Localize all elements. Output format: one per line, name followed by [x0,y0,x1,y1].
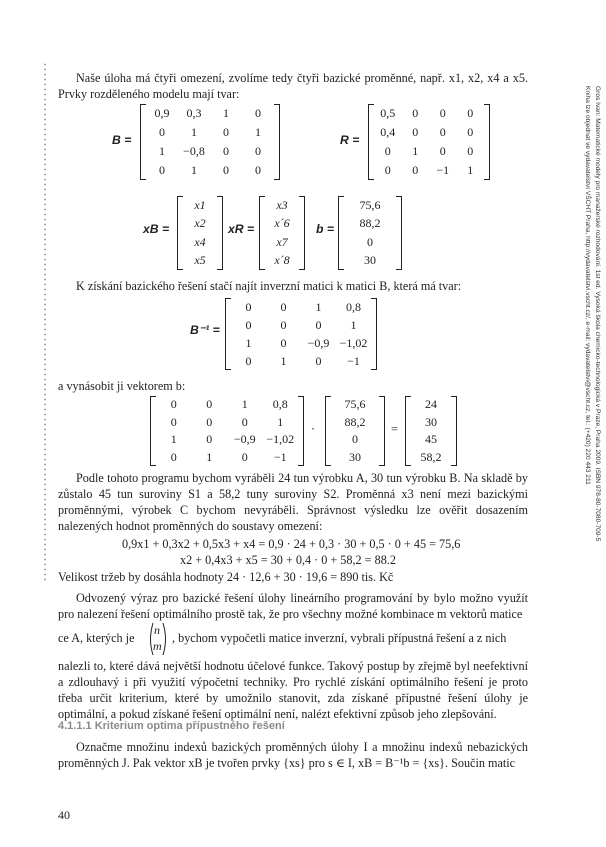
matrix-cell: x3 [276,197,288,212]
paragraph-procedure: nalezli to, které dává největší hodnotu účelové funkce. Takový postup by zřejmě byl neefektivní a zdlouhavý i při využití výpočetní techniky. Pro rychlé získání optimálního řešení je proto třeba určit kriterium, které by umožnilo stanovit, zda získané přípustné řešení úlohy je optimální, a pokud získané řešení optimální není, nalézt efektivní způsob jeho zlepšování. [58,659,528,721]
matrix-R [368,104,490,180]
matrix-cell: 0 [206,414,213,429]
matrix-cell: −1,02 [266,432,295,447]
matrix-cell: 1 [206,449,213,464]
matrix-cell: 0 [223,125,229,139]
matrix-cell: 1 [223,106,229,120]
matrix-cell: 0,5 [380,106,396,120]
side-citation-line-2: Kniha lze objednat ve vydavatelství VŠCHT Praha, http://vydavatelstvi.vscht.cz/, e-mail: vydavatelstvi@vscht.cz, tel.: (+420) 220 443 211 [584,86,591,485]
side-citation-line-1: Gros Ivan: Matematické modely pro manažerské rozhodování. 1st ed. Vysoká škola chemicko-technologická v Praze, Praha 2009. ISBN 978-80-7080-709-5 [594,86,601,542]
matrix-cell: x5 [194,253,206,268]
matrix-cell: 1 [241,397,248,412]
vector-b [338,196,402,270]
bracket-right [396,196,402,270]
matrix-cell: 0 [245,317,252,332]
matrix-cell: 0 [412,125,419,139]
matrix-cell: 0 [241,449,248,464]
matrix-cell: 75,6 [359,197,381,212]
matrix-cell: 58,2 [420,449,442,464]
matrix-cell: 0 [467,125,474,139]
matrix-cell: 30 [364,253,376,268]
multiply-dot: · [311,422,316,436]
matrix-cell: 1 [412,144,419,158]
binom-top: n [154,623,160,637]
binomial-coefficient [148,622,168,656]
matrix-cell: 88,2 [359,216,381,231]
matrix-cell: 1 [315,299,322,314]
matrix-cell: 0 [439,125,446,139]
matrix-cell: 45 [425,432,437,447]
paragraph-optimum: Odvozený výraz pro bazické řešení úlohy lineárního programování by bylo možno využít pro nalezení řešení optimálního prostě tak, že pro všechny možné kombinace m vektorů matice [58,591,528,621]
matrix-cell: −1 [273,449,287,464]
matrix-cell: 0 [206,432,213,447]
bracket-right [298,396,304,466]
label-b: b = [316,222,334,236]
matrix-cell: 0 [352,432,358,447]
matrix-cell: −0,9 [233,432,256,447]
matrix-cell: 0 [223,144,229,158]
matrix-cell: 75,6 [344,397,366,412]
matrix-B [140,104,280,180]
matrix-cell: 0 [255,163,261,177]
label-B: B = [112,133,132,147]
matrix-cell: 1 [467,163,474,177]
paragraph-revenue: Velikost tržeb by dosáhla hodnoty 24 · 12,6 + 30 · 19,6 = 890 tis. Kč [58,570,394,584]
paragraph-intro: Naše úloha má čtyři omezení, zvolíme tedy čtyři bazické proměnné, např. x1, x2, x4 a x5. Prvky rozděleného modelu mají tvar: [58,71,528,101]
matrix-cell: 0 [367,234,373,249]
equation-check-1: 0,9x1 + 0,3x2 + 0,5x3 + x4 = 0,9 · 24 + 0,3 · 30 + 0,5 · 0 + 45 = 75,6 [122,537,461,551]
equals-sign: = [391,422,398,436]
matrix-Binv-product [150,396,304,466]
matrix-cell: 0 [245,353,252,368]
matrix-cell: 0 [467,106,474,120]
matrix-cell: 0 [384,144,391,158]
bracket-right [451,396,457,466]
matrix-cell: 30 [349,449,361,464]
matrix-cell: 0 [170,414,177,429]
page-number: 40 [58,808,70,822]
paragraph-multiply: a vynásobit ji vektorem b: [58,379,186,393]
matrix-cell: 1 [191,163,197,177]
text-binom-pre: ce A, kterých je [58,631,135,645]
bracket-right [299,196,305,270]
matrix-cell: 1 [245,335,252,350]
paragraph-criterion: Označme množinu indexů bazických proměnných úlohy I a množinu indexů nebazických proměnných J. Pak vektor xB je tvořen prvky {xs} pro s ∈ I, xB = B⁻¹b = {xs}. Součin matic [58,740,528,770]
matrix-cell: 0 [412,163,419,177]
label-xB: xB = [143,222,170,236]
matrix-cell: 0 [412,106,419,120]
matrix-cell: −1 [347,353,360,368]
matrix-cell: x4 [194,234,206,249]
side-citation [566,86,606,576]
matrix-cell: x´8 [274,253,290,268]
section-heading: 4.1.1.1 Kriterium optima přípustného řešení [58,720,285,732]
matrix-cell: 0 [439,106,446,120]
matrix-cell: 1 [350,317,357,332]
matrix-cell: 0 [467,144,474,158]
bracket-right [484,104,490,180]
matrix-cell: x1 [194,197,206,212]
equation-check-2: x2 + 0,4x3 + x5 = 30 + 0,4 · 0 + 58,2 = 88.2 [180,553,396,567]
matrix-cell: 0 [206,397,213,412]
bracket-right [274,104,280,180]
matrix-cell: 0 [439,144,446,158]
matrix-cell: 0 [315,317,322,332]
matrix-cell: x´6 [274,216,290,231]
matrix-cell: 0 [280,299,287,314]
matrix-cell: 1 [277,414,284,429]
vector-result [405,396,457,466]
matrix-cell: 0 [159,163,165,177]
matrix-cell: 0,8 [346,299,361,314]
matrix-cell: 0,3 [186,106,202,120]
paragraph-interpretation: Podle tohoto programu bychom vyráběli 24 tun výrobku A, 30 tun výrobku B. Na skladě by zůstalo 45 tun suroviny S1 a 58,2 tuny suroviny S2. Proměnná x3 není mezi bazickými proměnnými, výrobek C bychom nevyráběli. Správnost výsledku lze ověřit dosazením nalezených hodnot proměnných do soustavy omezení: [58,471,528,533]
bracket-right [217,196,223,270]
matrix-cell: 0 [223,163,229,177]
matrix-cell: 0 [170,397,177,412]
matrix-cell: 0 [315,353,322,368]
matrix-cell: 1 [280,353,287,368]
bracket-right [371,298,377,370]
matrix-cell: −0,8 [183,144,205,158]
matrix-cell: 88,2 [344,414,366,429]
matrix-cell: −1 [436,163,450,177]
matrix-cell: 1 [170,432,177,447]
matrix-cell: 0 [245,299,252,314]
binom-bottom: m [153,639,162,653]
matrix-cell: 0 [280,317,287,332]
matrix-cell: 0 [255,144,261,158]
matrix-cell: 30 [425,414,437,429]
matrix-cell: 1 [255,125,261,139]
label-xR: xR = [228,222,255,236]
matrix-cell: 0 [159,125,165,139]
margin-dotted-line [44,62,46,582]
matrix-cell: 0,9 [154,106,170,120]
matrix-cell: 0 [255,106,261,120]
side-citation-text [582,86,602,541]
matrix-cell: −0,9 [307,335,330,350]
matrix-cell: 0 [384,163,391,177]
label-R: R = [340,133,360,147]
label-Binv: B⁻¹ = [190,323,220,337]
vector-b-product [325,396,385,466]
matrix-cell: 24 [425,397,437,412]
paragraph-inverse: K získání bazického řešení stačí najít inverzní matici k matici B, která má tvar: [76,279,462,293]
matrix-cell: −1,02 [339,335,368,350]
matrix-cell: x7 [276,234,288,249]
matrix-Binv [225,298,377,370]
matrix-cell: 0,4 [380,125,396,139]
bracket-right [379,396,385,466]
vector-xR [259,196,305,270]
matrix-cell: 1 [159,144,165,158]
matrix-cell: 1 [191,125,197,139]
matrix-cell: 0 [280,335,287,350]
matrix-cell: x2 [194,216,206,231]
matrix-cell: 0 [241,414,248,429]
matrix-cell: 0 [170,449,177,464]
matrix-cell: 0,8 [272,397,288,412]
vector-xB [177,196,223,270]
text-binom-post: , bychom vypočetli matice inverzní, vybrali přípustná řešení a z nich [172,631,507,645]
